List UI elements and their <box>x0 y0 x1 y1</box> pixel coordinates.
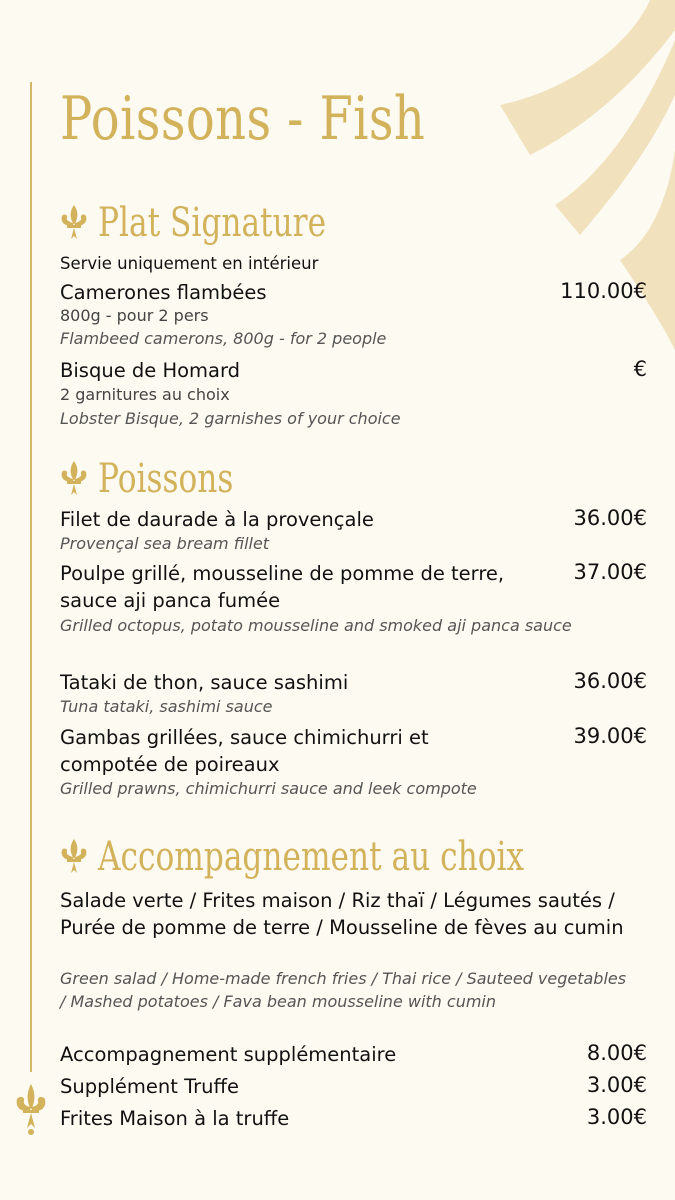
menu-item-description: Flambeed camerons, 800g - for 2 people <box>60 329 387 348</box>
signature-note: Servie uniquement en intérieur <box>60 254 319 273</box>
menu-item-subtitle: 800g - pour 2 pers <box>60 306 209 325</box>
section-sides-heading <box>58 834 644 880</box>
section-title: Plat Signature <box>98 200 327 246</box>
menu-item-description: Grilled prawns, chimichurri sauce and leek compote <box>60 779 477 798</box>
extra-item-price: 3.00€ <box>586 1105 647 1129</box>
menu-item-subtitle: 2 garnitures au choix <box>60 385 230 404</box>
section-signature-heading <box>58 200 390 246</box>
menu-item-name: Bisque de Homard <box>60 359 241 382</box>
menu-item-price: 110.00€ <box>560 279 647 303</box>
menu-item-description: Tuna tataki, sashimi sauce <box>60 697 273 716</box>
menu-item-price: € <box>633 357 647 381</box>
menu-item-name: Tataki de thon, sauce sashimi <box>60 671 349 694</box>
extra-item-name: Accompagnement supplémentaire <box>60 1043 397 1066</box>
menu-item-price: 39.00€ <box>573 724 647 748</box>
fleur-de-lis-ornament-icon <box>13 1082 49 1136</box>
page-title: Poissons - Fish <box>60 84 426 154</box>
menu-item-name: Camerones flambées <box>60 281 267 304</box>
section-title: Poissons <box>98 456 234 502</box>
menu-item-name: Gambas grillées, sauce chimichurri et compotée de poireaux <box>60 726 429 776</box>
section-poissons-heading <box>58 456 272 502</box>
section-title: Accompagnement au choix <box>98 834 525 880</box>
extra-item-price: 3.00€ <box>586 1073 647 1097</box>
menu-item-name: Filet de daurade à la provençale <box>60 508 374 531</box>
menu-item-price: 36.00€ <box>573 506 647 530</box>
menu-item-description: Grilled octopus, potato mousseline and smoked aji panca sauce <box>60 616 572 635</box>
sides-list-french: Salade verte / Frites maison / Riz thaï / Légumes sautés / Purée de pomme de terre / Mousseline de fèves au cumin <box>60 889 624 939</box>
fleur-de-lis-icon <box>58 459 90 499</box>
vertical-rule <box>30 82 32 1072</box>
fleur-de-lis-icon <box>58 837 90 877</box>
menu-item-name: Poulpe grillé, mousseline de pomme de terre, sauce aji panca fumée <box>60 562 505 612</box>
menu-item-price: 36.00€ <box>573 669 647 693</box>
extra-item-price: 8.00€ <box>586 1041 647 1065</box>
fleur-de-lis-icon <box>58 203 90 243</box>
extra-item-name: Frites Maison à la truffe <box>60 1107 290 1130</box>
menu-item-price: 37.00€ <box>573 560 647 584</box>
sides-list-english: Green salad / Home-made french fries / Thai rice / Sauteed vegetables / Mashed potatoes / Fava bean mousseline with cumin <box>60 969 627 1011</box>
extra-item-name: Supplément Truffe <box>60 1075 239 1098</box>
menu-item-description: Provençal sea bream fillet <box>60 534 270 553</box>
menu-item-description: Lobster Bisque, 2 garnishes of your choice <box>60 409 401 428</box>
